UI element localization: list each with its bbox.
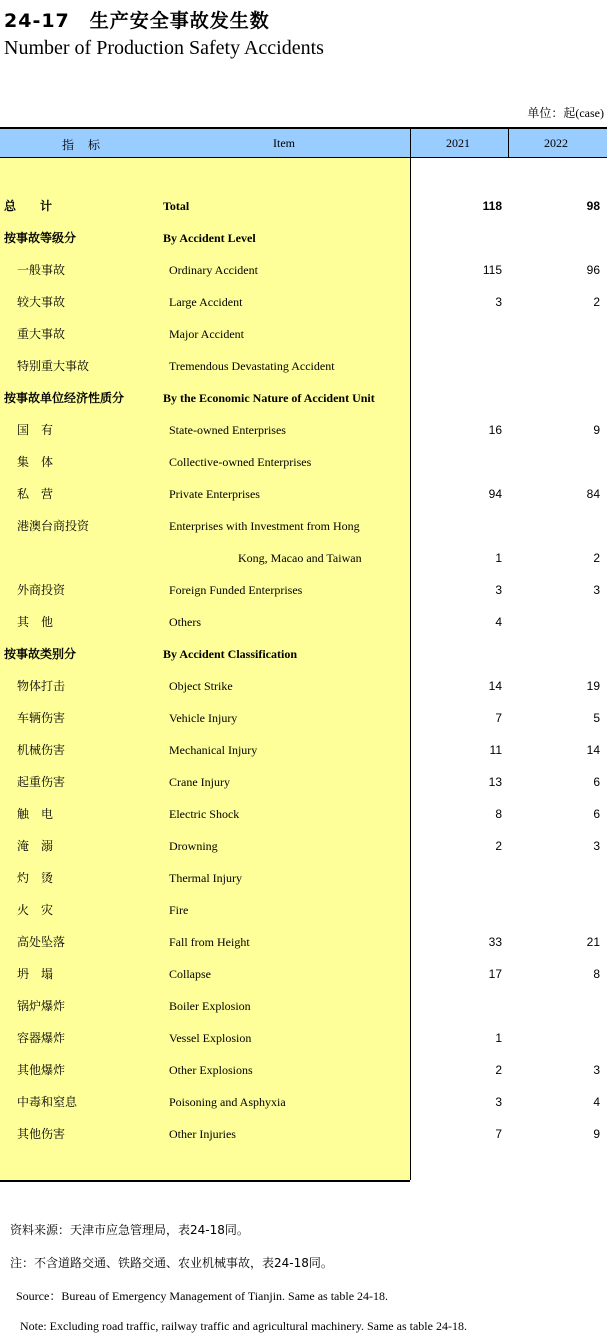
value-2022: 14 (586, 743, 600, 757)
row-label-en: Collapse (169, 967, 211, 981)
row-label-cn: 物体打击 (17, 679, 66, 693)
table-row (0, 574, 607, 606)
value-2021: 4 (495, 615, 502, 629)
row-label-cn: 坍 塌 (17, 967, 54, 981)
value-2022: 4 (593, 1095, 600, 1109)
row-label-en: By Accident Classification (163, 647, 297, 661)
row-label-cn: 较大事故 (17, 295, 66, 309)
table-row (0, 286, 607, 318)
row-label-en: Foreign Funded Enterprises (169, 583, 303, 597)
row-label-en: Poisoning and Asphyxia (169, 1095, 286, 1109)
value-2022: 9 (593, 1127, 600, 1141)
value-2022: 2 (593, 295, 600, 309)
row-label-cn: 外商投资 (17, 583, 66, 597)
table-row (0, 446, 607, 478)
table-row (0, 350, 607, 382)
row-label-cn: 按事故类别分 (4, 647, 77, 661)
table-row (0, 510, 607, 542)
header-item: Item (273, 136, 295, 150)
table-row (0, 830, 607, 862)
row-label-en: Drowning (169, 839, 218, 853)
row-label-en: Total (163, 199, 190, 213)
row-label-en: Ordinary Accident (169, 263, 258, 277)
unit-label-en: (case) (575, 106, 604, 120)
footnote-en: Note: Excluding road traffic, railway traffic and agricultural machinery. Same as table 24-18. (20, 1319, 467, 1333)
row-label-en: Electric Shock (169, 807, 240, 821)
row-label-cn: 灼 烫 (17, 871, 54, 885)
value-2021: 17 (488, 967, 502, 981)
row-label-cn: 起重伤害 (17, 775, 66, 789)
row-label-cn: 容器爆炸 (17, 1031, 66, 1045)
value-2022: 96 (586, 263, 600, 277)
table-row (0, 1086, 607, 1118)
row-label-cn: 机械伤害 (17, 743, 66, 757)
value-2021: 16 (488, 423, 502, 437)
value-2021: 3 (495, 583, 502, 597)
table-row (0, 1022, 607, 1054)
value-2021: 118 (482, 199, 502, 213)
table-row (0, 414, 607, 446)
table-row (0, 1054, 607, 1086)
value-2022: 98 (586, 199, 600, 213)
value-2022: 2 (593, 551, 600, 565)
value-2021: 2 (495, 1063, 502, 1077)
value-2022: 3 (593, 1063, 600, 1077)
row-label-en: Other Injuries (169, 1127, 236, 1141)
value-2021: 3 (495, 1095, 502, 1109)
row-label-cn: 国 有 (17, 423, 54, 437)
row-label-cn: 锅炉爆炸 (17, 999, 66, 1013)
row-label-cn: 其 他 (17, 615, 54, 629)
table-row (0, 958, 607, 990)
table-row (0, 222, 607, 254)
row-label-en: Kong, Macao and Taiwan (238, 551, 362, 565)
row-label-en: Others (169, 615, 201, 629)
row-label-cn: 淹 溺 (17, 839, 54, 853)
value-2021: 7 (495, 711, 502, 725)
row-label-en: Other Explosions (169, 1063, 253, 1077)
row-label-cn: 其他爆炸 (17, 1063, 66, 1077)
row-label-en: By Accident Level (163, 231, 256, 245)
table-row (0, 670, 607, 702)
row-label-en: Tremendous Devastating Accident (169, 359, 335, 373)
table-row (0, 606, 607, 638)
header-divider (410, 129, 411, 157)
row-label-en: Thermal Injury (169, 871, 242, 885)
table-row (0, 702, 607, 734)
value-2021: 33 (488, 935, 502, 949)
value-2021: 11 (489, 743, 502, 757)
row-label-en: Boiler Explosion (169, 999, 251, 1013)
table-row (0, 766, 607, 798)
table-row (0, 478, 607, 510)
row-label-en: Vehicle Injury (169, 711, 238, 725)
value-2021: 2 (495, 839, 502, 853)
source-note-en: Source：Bureau of Emergency Management of Tianjin. Same as table 24-18. (16, 1289, 389, 1303)
value-2022: 9 (593, 423, 600, 437)
header-year-2022: 2022 (544, 136, 568, 150)
value-2022: 8 (593, 967, 600, 981)
header-year-2021: 2021 (446, 136, 470, 150)
header-indicator: 指标 (62, 138, 115, 152)
row-label-en: Large Accident (169, 295, 243, 309)
unit-label-cn: 单位：起 (527, 106, 576, 120)
row-label-en: Fire (169, 903, 189, 917)
value-2022: 21 (586, 935, 600, 949)
row-label-en: Private Enterprises (169, 487, 260, 501)
row-label-en: Crane Injury (169, 775, 230, 789)
row-label-cn: 港澳台商投资 (17, 519, 90, 533)
header-divider (508, 129, 509, 157)
table-row (0, 542, 607, 574)
table-row (0, 990, 607, 1022)
value-2021: 3 (495, 295, 502, 309)
table-row (0, 318, 607, 350)
value-2022: 19 (586, 679, 600, 693)
page-title-cn: 24-17 生产安全事故发生数 (4, 10, 270, 32)
row-label-cn: 按事故单位经济性质分 (4, 391, 125, 405)
value-2021: 8 (495, 807, 502, 821)
page-title-en: Number of Production Safety Accidents (4, 37, 324, 59)
table-row (0, 926, 607, 958)
row-label-en: Vessel Explosion (169, 1031, 252, 1045)
value-2022: 6 (593, 775, 600, 789)
row-label-cn: 车辆伤害 (17, 711, 66, 725)
row-label-cn: 私 营 (17, 487, 54, 501)
value-2021: 94 (488, 487, 502, 501)
unit-label (527, 104, 604, 121)
row-label-cn: 火 灾 (17, 903, 54, 917)
row-label-cn: 其他伤害 (17, 1127, 66, 1141)
table-row (0, 734, 607, 766)
row-label-cn: 总计 (4, 199, 77, 213)
value-2022: 84 (586, 487, 600, 501)
table-row (0, 894, 607, 926)
value-2022: 6 (593, 807, 600, 821)
row-label-cn: 重大事故 (17, 327, 66, 341)
value-2022: 3 (593, 583, 600, 597)
table-row (0, 382, 607, 414)
table-row (0, 862, 607, 894)
table-bottom-rule (0, 1180, 410, 1182)
row-label-en: Mechanical Injury (169, 743, 258, 757)
value-2022: 5 (593, 711, 600, 725)
value-2021: 7 (495, 1127, 502, 1141)
value-2022: 3 (593, 839, 600, 853)
table-row (0, 254, 607, 286)
row-label-en: By the Economic Nature of Accident Unit (163, 391, 375, 405)
row-label-en: State-owned Enterprises (169, 423, 286, 437)
footnote-cn: 注：不含道路交通、铁路交通、农业机械事故，表24-18同。 (10, 1256, 333, 1270)
table-row (0, 638, 607, 670)
row-label-cn: 按事故等级分 (4, 231, 77, 245)
source-note-cn: 资料来源：天津市应急管理局，表24-18同。 (10, 1223, 249, 1237)
row-label-cn: 高处坠落 (17, 935, 66, 949)
value-2021: 115 (482, 263, 502, 277)
row-label-cn: 触 电 (17, 807, 54, 821)
row-label-cn: 中毒和窒息 (17, 1095, 78, 1109)
value-2021: 14 (488, 679, 502, 693)
row-label-en: Enterprises with Investment from Hong (169, 519, 360, 533)
row-label-en: Fall from Height (169, 935, 250, 949)
row-label-cn: 集 体 (17, 455, 54, 469)
row-label-en: Object Strike (169, 679, 233, 693)
table-row (0, 798, 607, 830)
value-2021: 1 (495, 551, 502, 565)
row-label-cn: 特别重大事故 (17, 359, 90, 373)
value-2021: 13 (488, 775, 502, 789)
table-row (0, 1118, 607, 1150)
row-label-en: Major Accident (169, 327, 244, 341)
table-row (0, 190, 607, 222)
table-header (0, 129, 607, 158)
value-2021: 1 (495, 1031, 502, 1045)
row-label-en: Collective-owned Enterprises (169, 455, 312, 469)
row-label-cn: 一般事故 (17, 263, 66, 277)
